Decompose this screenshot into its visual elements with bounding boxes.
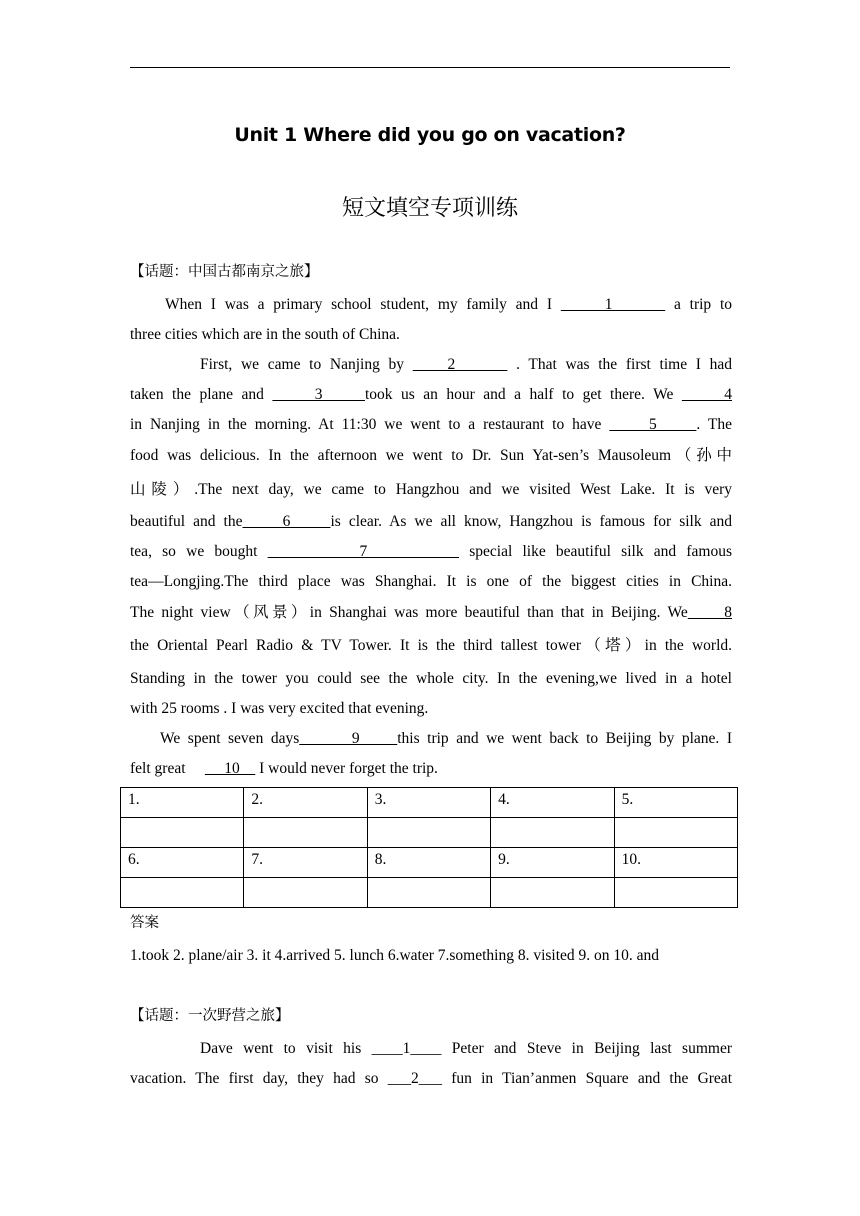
passage-line: beautiful and the 6 is clear. As we all know, Hangzhou is famous for silk and [130, 513, 733, 530]
blank-1: 1 [560, 296, 666, 313]
answer-cell[interactable] [367, 818, 490, 848]
passage-line: 山陵）.The next day, we came to Hangzhou and we visited West Lake. It is very [130, 481, 732, 498]
header-rule [130, 67, 730, 68]
passage-line: food was delicious. In the afternoon we went to Dr. Sun Yat-sen’s Mausoleum（孙中 [130, 447, 732, 464]
table-cell: 10. [614, 848, 737, 878]
passage-line: Dave went to visit his ____1____ Peter and Steve in Beijing last summer [200, 1040, 732, 1057]
answer-cell[interactable] [491, 818, 614, 848]
table-cell: 4. [491, 788, 614, 818]
table-row [121, 878, 738, 908]
passage-line: felt great 10 I would never forget the trip. [130, 760, 438, 777]
passage-line: tea, so we bought 7 special like beautiful silk and famous [130, 543, 732, 560]
blank-3: 3 [272, 386, 365, 403]
blank-2: 2 [412, 356, 508, 373]
passage-line: three cities which are in the south of China. [130, 326, 400, 343]
blank-6: 6 [242, 513, 331, 530]
blank-1: ____1____ [371, 1040, 442, 1057]
passage-line: tea—Longjing.The third place was Shanghai. It is one of the biggest cities in China. [130, 573, 732, 590]
passage-line: with 25 rooms . I was very excited that evening. [130, 700, 429, 717]
blank-7: 7 [267, 543, 460, 560]
answers-label: 答案 [130, 915, 159, 931]
passage-line: taken the plane and 3 took us an hour and a half to get there. We 4 [130, 386, 733, 403]
answer-cell[interactable] [491, 878, 614, 908]
table-row [121, 818, 738, 848]
topic-heading: 【话题：中国古都南京之旅】 [130, 264, 319, 280]
blank-9: 9 [299, 730, 398, 747]
answer-cell[interactable] [121, 878, 244, 908]
answers-text: 1.took 2. plane/air 3. it 4.arrived 5. lunch 6.water 7.something 8. visited 9. on 10. and [130, 947, 660, 964]
table-row [121, 848, 738, 878]
answer-cell[interactable] [244, 818, 367, 848]
table-cell: 9. [491, 848, 614, 878]
passage-line: vacation. The first day, they had so ___2___ fun in Tian’anmen Square and the Great [130, 1070, 732, 1087]
table-cell: 6. [121, 848, 244, 878]
answer-cell[interactable] [244, 878, 367, 908]
blank-10: 10 [204, 760, 256, 777]
passage-line: First, we came to Nanjing by 2 . That was the first time I had [200, 356, 732, 373]
table-cell: 7. [244, 848, 367, 878]
passage-line: Standing in the tower you could see the whole city. In the evening,we lived in a hotel [130, 670, 732, 687]
answer-table [120, 787, 738, 908]
answer-cell[interactable] [614, 878, 737, 908]
passage-line: The night view（风景）in Shanghai was more beautiful than that in Beijing. We 8 [130, 604, 732, 621]
passage-line: We spent seven days 9 this trip and we went back to Beijing by plane. I [160, 730, 732, 747]
answer-cell[interactable] [367, 878, 490, 908]
topic-heading: 【话题：一次野营之旅】 [130, 1008, 290, 1024]
blank-4: 4 [681, 386, 733, 403]
blank-8: 8 [687, 604, 732, 621]
table-cell: 5. [614, 788, 737, 818]
blank-5: 5 [609, 416, 697, 433]
page-subtitle: 短文填空专项训练 [341, 196, 518, 221]
table-cell: 3. [367, 788, 490, 818]
passage-line: When I was a primary school student, my family and I 1 a trip to [165, 296, 733, 313]
table-row [121, 788, 738, 818]
page-title: Unit 1 Where did you go on vacation? [234, 124, 626, 146]
passage-line: the Oriental Pearl Radio & TV Tower. It is the third tallest tower（塔）in the world. [130, 637, 732, 654]
blank-2: ___2___ [387, 1070, 442, 1087]
table-cell: 8. [367, 848, 490, 878]
passage-line: in Nanjing in the morning. At 11:30 we went to a restaurant to have 5 . The [130, 416, 732, 433]
answer-cell[interactable] [614, 818, 737, 848]
answer-cell[interactable] [121, 818, 244, 848]
table-cell: 2. [244, 788, 367, 818]
table-cell: 1. [121, 788, 244, 818]
